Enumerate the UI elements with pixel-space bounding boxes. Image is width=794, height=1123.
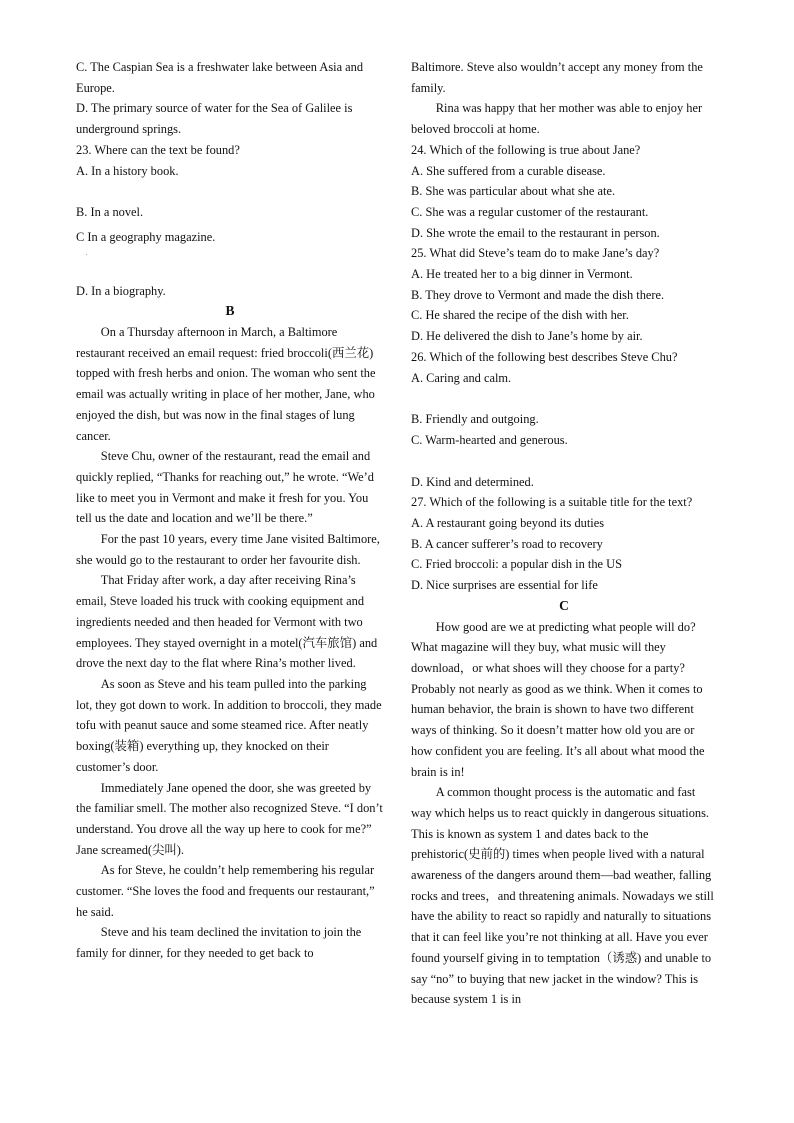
left-column (76, 57, 384, 964)
text-line: C. Fried broccoli: a popular dish in the US (411, 557, 622, 572)
text-line: B. They drove to Vermont and made the dish there. (411, 287, 665, 302)
text-line: 27. Which of the following is a suitable title for the text? (411, 495, 693, 510)
paragraph: That Friday after work, a day after receiving Rina’s email, Steve loaded his truck with cooking equipment and ingredients needed and then headed for Vermont with two employees. They stayed overnight in a motel(汽车旅馆) and drove the next day to the flat where Rina’s mother lived. (76, 573, 378, 671)
text-line: C In a geography magazine. (76, 229, 216, 244)
text-line: 24. Which of the following is true about Jane? (411, 142, 641, 157)
text-line: D. Nice surprises are essential for life (411, 578, 598, 593)
text-line: 26. Which of the following best describes Steve Chu? (411, 349, 678, 364)
text-line: D. Kind and determined. (411, 474, 534, 489)
paragraph: Immediately Jane opened the door, she was greeted by the familiar smell. The mother also recognized Steve. “I don’t understand. You drove all the way up here to cook for me?” Jane screamed(尖叫). (76, 780, 383, 857)
blank-space (411, 388, 717, 409)
text-line: C. She was a regular customer of the restaurant. (411, 204, 649, 219)
blank-space (76, 260, 384, 281)
paragraph: On a Thursday afternoon in March, a Baltimore restaurant received an email request: fried broccoli(西兰花) topped with fresh herbs and onion. The woman who sent the email was actually writing in place of her mother, Jane, who enjoyed the dish, but was now in the final stages of lung cancer. (76, 325, 376, 443)
text-line: A. He treated her to a big dinner in Vermont. (411, 267, 633, 282)
paragraph: Steve and his team declined the invitation to join the family for dinner, for they needed to get back to (76, 925, 362, 961)
text-line: B. A cancer sufferer’s road to recovery (411, 536, 603, 551)
text-line: C. He shared the recipe of the dish with her. (411, 308, 629, 323)
text-line: A. She suffered from a curable disease. (411, 163, 606, 178)
paragraph: For the past 10 years, every time Jane visited Baltimore, she would go to the restaurant to order her favourite dish. (76, 532, 380, 567)
text-line: D. She wrote the email to the restaurant in person. (411, 225, 660, 240)
text-line: Baltimore. Steve also wouldn’t accept any money from the family. (411, 60, 703, 95)
text-line: D. In a biography. (76, 283, 166, 298)
section-heading: B (225, 303, 235, 319)
paragraph: As for Steve, he couldn’t help remembering his regular customer. “She loves the food and frequents our restaurant,” he said. (76, 863, 375, 919)
blank-space (411, 451, 717, 472)
text-line: A. In a history book. (76, 163, 179, 178)
paragraph: As soon as Steve and his team pulled into the parking lot, they got down to work. In addition to broccoli, they made tofu with peanut sauce and some steamed rice. After neatly boxing(装箱) everything up, they knocked on their customer’s door. (76, 676, 382, 774)
section-heading: C (559, 597, 569, 613)
text-line: 23. Where can the text be found? (76, 142, 240, 157)
paragraph: How good are we at predicting what people will do? What magazine will they buy, what music will they download，or what shoes will they choose for a party? Probably not nearly as good as we think. When it comes to human behavior, the brain is shown to have two different ways of thinking. So it doesn’t matter how old you are or how confident you are feeling. It’s all about what mood the brain is in! (411, 619, 705, 779)
text-line: 25. What did Steve’s team do to make Jane’s day? (411, 246, 660, 261)
paragraph: Rina was happy that her mother was able to enjoy her beloved broccoli at home. (411, 101, 703, 137)
text-line: B. Friendly and outgoing. (411, 412, 539, 427)
text-line: A. A restaurant going beyond its duties (411, 516, 605, 531)
text-line: D. He delivered the dish to Jane’s home by air. (411, 329, 643, 344)
text-line: D. The primary source of water for the Sea of Galilee is underground springs. (76, 101, 353, 137)
paragraph: A common thought process is the automatic and fast way which helps us to react quickly in dangerous situations. This is known as system 1 and dates back to the prehistoric(史前的) times when people lived with a natural awareness of the dangers around them—bad weather, falling rocks and trees，and threatening animals. Nowadays we still have the ability to react so rapidly and naturally to situations that it can feel like you’re not thinking at all. Have you ever found yourself giving in to temptation（诱惑) and unable to say “no” to buying that new jacket in the window? This is because system 1 is in (411, 785, 714, 1007)
blank-space (76, 181, 384, 202)
text-line: B. In a novel. (76, 205, 144, 220)
right-column (411, 57, 717, 1010)
text-line: A. Caring and calm. (411, 370, 512, 385)
text-line: C. Warm-hearted and generous. (411, 432, 568, 447)
text-line: C. The Caspian Sea is a freshwater lake between Asia and Europe. (76, 60, 364, 95)
paragraph: Steve Chu, owner of the restaurant, read the email and quickly replied, “Thanks for reaching out,” he wrote. “We’d like to meet you in Vermont and make it fresh for you. You tell us the date and location and we’ll be there.” (76, 449, 374, 526)
text-line: B. She was particular about what she ate. (411, 184, 616, 199)
stray-mark: . (86, 250, 88, 257)
